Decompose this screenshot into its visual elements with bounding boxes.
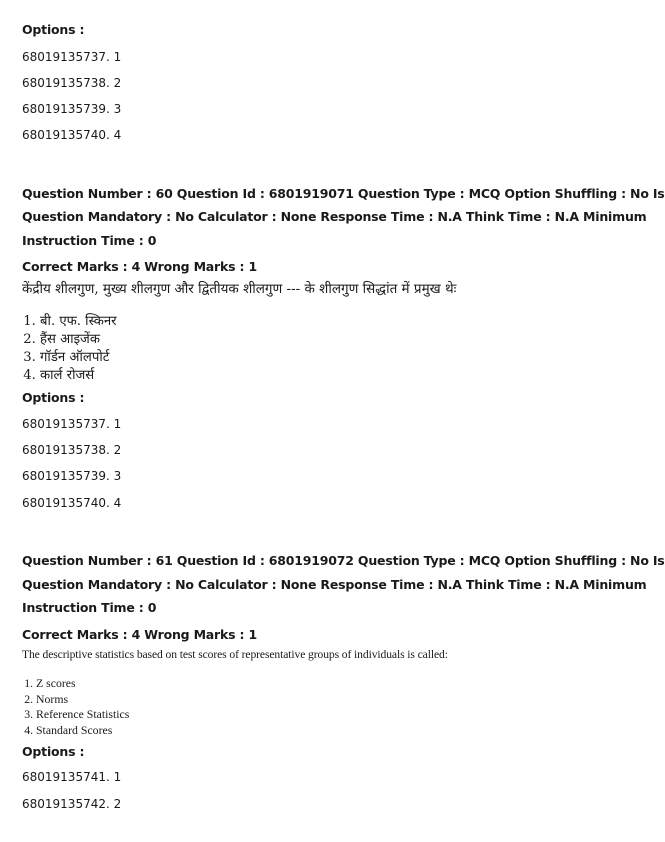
option-id: 68019135740. 4 [22,496,122,510]
answer-choice: 3. Reference Statistics [36,707,129,723]
question-header-line: Question Number : 61 Question Id : 6801919072 Question Type : MCQ Option Shuffling : No Is [22,553,665,568]
option-id: 68019135740. 4 [22,128,122,142]
answer-choices [22,676,129,738]
answer-choice: 2. Norms [36,692,129,708]
answer-choice: 1. बी. एफ. स्किनर [40,313,117,331]
options-label: Options : [22,22,85,37]
option-id: 68019135742. 2 [22,797,122,811]
option-id: 68019135739. 3 [22,469,122,483]
question-header-line: Instruction Time : 0 [22,233,157,248]
option-id: 68019135738. 2 [22,443,122,457]
answer-choice: 4. Standard Scores [36,723,129,739]
answer-choice: 4. कार्ल रोजर्स [40,367,117,385]
answer-choice: 2. हैंस आइजेंक [40,331,117,349]
options-label: Options : [22,744,85,759]
question-text: केंद्रीय शीलगुण, मुख्य शीलगुण और द्वितीयक शीलगुण --- के शीलगुण सिद्धांत में प्रमुख थेः [22,281,457,297]
question-header-line: Question Mandatory : No Calculator : None Response Time : N.A Think Time : N.A Minimum [22,577,647,592]
options-label: Options : [22,390,85,405]
option-id: 68019135741. 1 [22,770,122,784]
marks-line: Correct Marks : 4 Wrong Marks : 1 [22,627,257,642]
answer-choice: 1. Z scores [36,676,129,692]
answer-choice: 3. गॉर्डन ऑलपोर्ट [40,349,117,367]
question-header-line: Question Mandatory : No Calculator : None Response Time : N.A Think Time : N.A Minimum [22,209,647,224]
question-text: The descriptive statistics based on test scores of representative groups of individuals is called: [22,648,448,661]
question-header-line: Instruction Time : 0 [22,600,157,615]
answer-choices [22,313,117,385]
option-id: 68019135737. 1 [22,50,122,64]
option-id: 68019135739. 3 [22,102,122,116]
option-id: 68019135737. 1 [22,417,122,431]
marks-line: Correct Marks : 4 Wrong Marks : 1 [22,259,257,274]
option-id: 68019135738. 2 [22,76,122,90]
question-header-line: Question Number : 60 Question Id : 6801919071 Question Type : MCQ Option Shuffling : No Is [22,186,665,201]
